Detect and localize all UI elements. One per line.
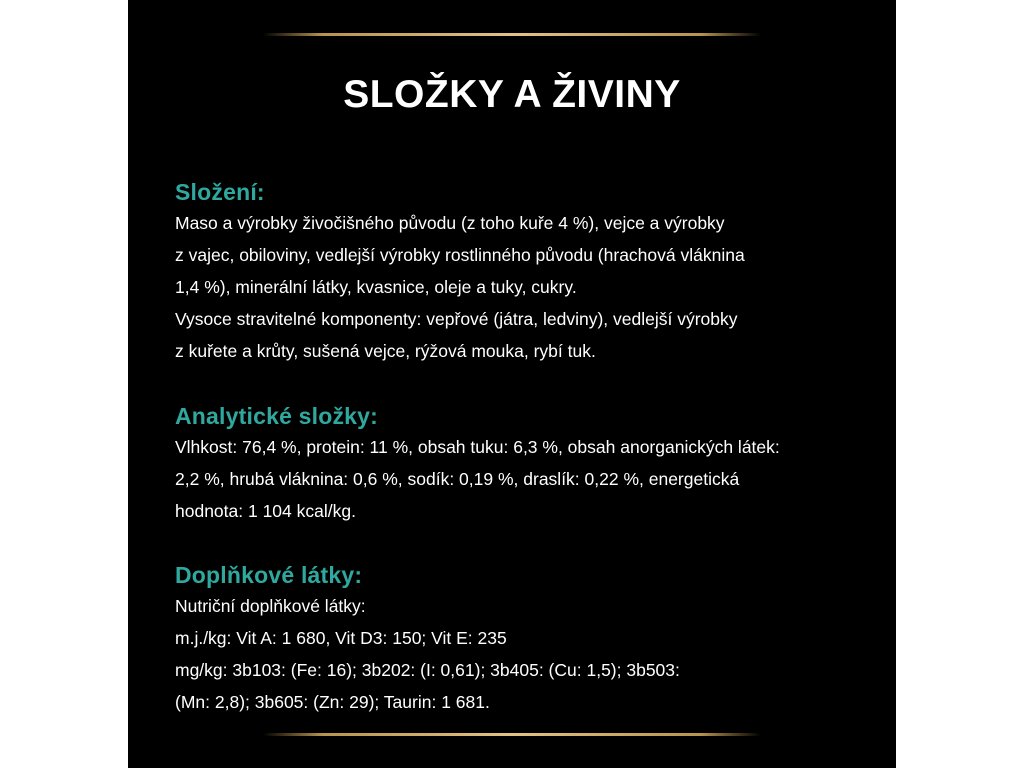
section-heading-additives: Doplňkové látky: xyxy=(175,562,363,588)
info-panel xyxy=(128,0,896,768)
additives-line-3: mg/kg: 3b103: (Fe: 16); 3b202: (I: 0,61); 3b405: (Cu: 1,5); 3b503: xyxy=(175,660,680,680)
additives-line-1: Nutriční doplňkové látky: xyxy=(175,596,366,616)
composition-line-5: z kuřete a krůty, sušená vejce, rýžová mouka, rybí tuk. xyxy=(175,341,596,361)
composition-line-2: z vajec, obiloviny, vedlejší výrobky rostlinného původu (hrachová vláknina xyxy=(175,245,745,265)
analytical-line-3: hodnota: 1 104 kcal/kg. xyxy=(175,501,356,521)
bottom-gold-divider xyxy=(263,733,761,736)
section-additives xyxy=(175,560,865,718)
section-heading-analytical: Analytické složky: xyxy=(175,403,379,429)
top-gold-divider xyxy=(263,33,761,36)
composition-line-3: 1,4 %), minerální látky, kvasnice, oleje a tuky, cukry. xyxy=(175,277,577,297)
section-analytical xyxy=(175,401,865,527)
analytical-line-2: 2,2 %, hrubá vláknina: 0,6 %, sodík: 0,19 %, draslík: 0,22 %, energetická xyxy=(175,469,740,489)
page-title: SLOŽKY A ŽIVINY xyxy=(343,73,681,116)
section-composition xyxy=(175,177,865,367)
additives-line-4: (Mn: 2,8); 3b605: (Zn: 29); Taurin: 1 681. xyxy=(175,692,490,712)
composition-line-4: Vysoce stravitelné komponenty: vepřové (játra, ledviny), vedlejší výrobky xyxy=(175,309,738,329)
section-heading-composition: Složení: xyxy=(175,179,265,205)
analytical-line-1: Vlhkost: 76,4 %, protein: 11 %, obsah tuku: 6,3 %, obsah anorganických látek: xyxy=(175,437,780,457)
additives-line-2: m.j./kg: Vit A: 1 680, Vit D3: 150; Vit E: 235 xyxy=(175,628,507,648)
composition-line-1: Maso a výrobky živočišného původu (z toho kuře 4 %), vejce a výrobky xyxy=(175,213,725,233)
